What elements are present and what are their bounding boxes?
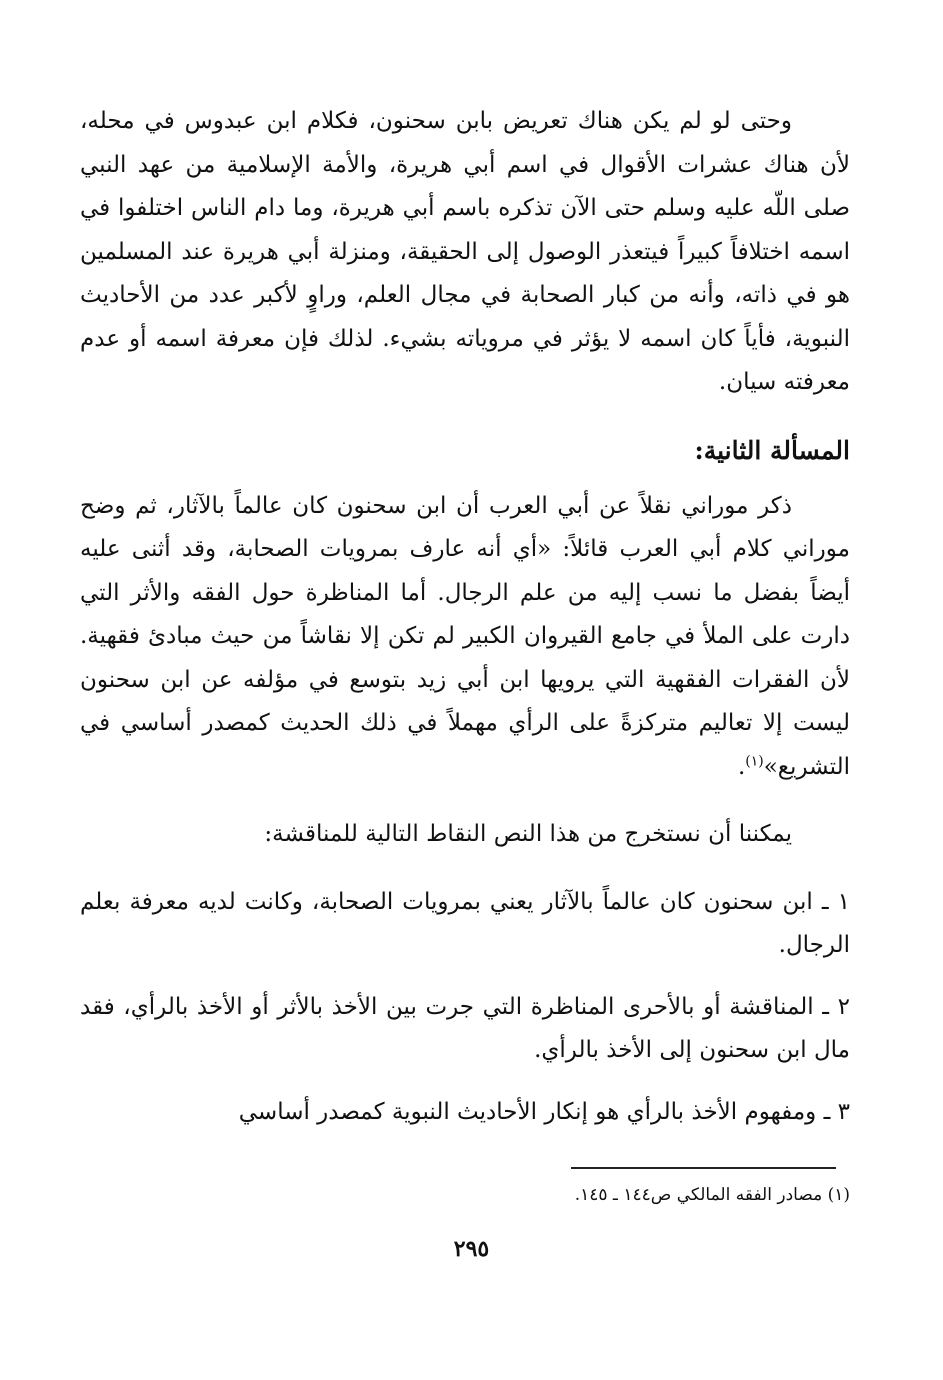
section-heading: المسألة الثانية:	[694, 435, 850, 465]
list-item-2: ٢ ـ المناقشة أو بالأحرى المناظرة التي جرت بين الأخذ بالأثر أو الأخذ بالرأي، فقد مال ابن سحنون إلى الأخذ بالرأي.	[80, 993, 850, 1063]
paragraph-abu-hurayra-name: وحتى لو لم يكن هناك تعريض بابن سحنون، فكلام ابن عبدوس في محله، لأن هناك عشرات الأقوال في اسم أبي هريرة، والأمة الإسلامية من عهد النبي صلى اللّه عليه وسلم حتى الآن تذكره باسم أبي هريرة، وما دام الناس اختلفوا في اسمه اختلافاً كبيراً فيتعذر الوصول إلى الحقيقة، ومنزلة أبي هريرة عند المسلمين هو في ذاته، وأنه من كبار الصحابة في مجال العلم، وراوٍ لأكبر عدد من الأحاديث النبوية، فأياً كان اسمه لا يؤثر في مروياته بشيء. لذلك فإن معرفة اسمه أو عدم معرفته سيان.	[80, 108, 850, 395]
page-number: ٢٩٥	[453, 1236, 490, 1262]
paragraph-murani-quote-end: .	[737, 753, 746, 780]
list-item-1: ١ ـ ابن سحنون كان عالماً بالآثار يعني بمرويات الصحابة، وكانت لديه معرفة بعلم الرجال.	[80, 888, 850, 958]
footnote: (١) مصادر الفقه المالكي ص١٤٤ ـ ١٤٥.	[574, 1185, 850, 1205]
paragraph-murani-quote	[80, 485, 850, 790]
list-item-3: ٣ ـ ومفهوم الأخذ بالرأي هو إنكار الأحاديث النبوية كمصدر أساسي	[238, 1098, 850, 1125]
page-body	[80, 100, 850, 1152]
footnote-divider	[571, 1167, 836, 1169]
paragraph-murani-quote-text: ذكر موراني نقلاً عن أبي العرب أن ابن سحنون كان عالماً بالآثار، ثم وضح موراني كلام أبي العرب قائلاً: «أي أنه عارف بمرويات الصحابة، وقد أثنى عليه أيضاً بفضل ما نسب إليه من علم الرجال. أما المناظرة حول الفقه والأثر التي دارت على الملأ في جامع القيروان الكبير لم تكن إلا نقاشاً من حيث مبادئ فقهية. لأن الفقرات الفقهية التي يرويها ابن أبي زيد بتوسع في مؤلفه عن ابن سحنون ليست إلا تعاليم متركزةً على الرأي مهملاً في ذلك الحديث كمصدر أساسي في التشريع»	[80, 492, 850, 780]
footnote-reference: (١)	[745, 752, 764, 769]
paragraph-discussion-intro: يمكننا أن نستخرج من هذا النص النقاط التالية للمناقشة:	[264, 821, 792, 847]
